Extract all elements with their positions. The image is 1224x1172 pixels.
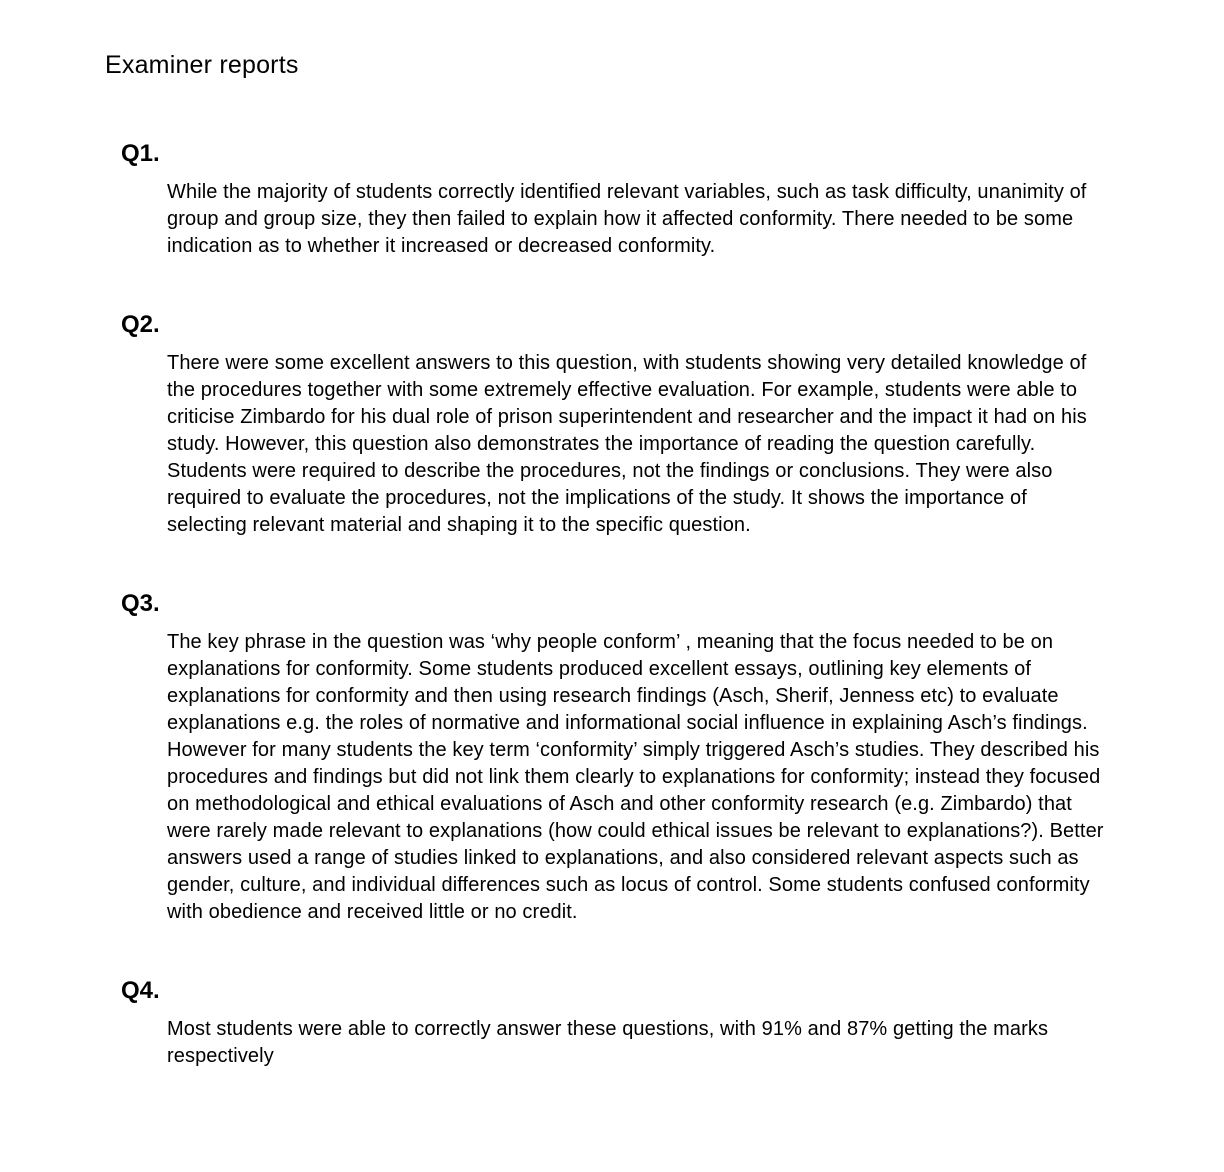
question-section-q3 — [105, 590, 1224, 926]
question-label-q2: Q2. — [121, 311, 160, 338]
question-report-text-q4: Most students were able to correctly answer these questions, with 91% and 87% getting the marks respectively — [167, 1018, 1049, 1067]
question-section-q1 — [105, 140, 1224, 260]
question-label-q1: Q1. — [121, 140, 160, 167]
question-label-q3: Q3. — [121, 590, 160, 617]
question-report-text-q2: There were some excellent answers to this question, with students showing very detailed knowledge of the procedures together with some extremely effective evaluation. For example, students were able to criticise Zimbardo for his dual role of prison superintendent and researcher and the impact it had on his study. However, this question also demonstrates the importance of reading the question carefully. Students were required to describe the procedures, not the findings or conclusions. They were also required to evaluate the procedures, not the implications of the study. It shows the importance of selecting relevant material and shaping it to the specific question. — [167, 352, 1087, 536]
page-title: Examiner reports — [105, 51, 299, 79]
question-section-q2 — [105, 311, 1224, 539]
question-report-text-q3: The key phrase in the question was ‘why people conform’ , meaning that the focus needed to be on explanations for conformity. Some students produced excellent essays, outlining key elements of explanations for conformity and then using research findings (Asch, Sherif, Jenness etc) to evaluate explanations e.g. the roles of normative and informational social influence in explaining Asch’s findings. However for many students the key term ‘conformity’ simply triggered Asch’s studies. They described his procedures and findings but did not link them clearly to explanations for conformity; instead they focused on methodological and ethical evaluations of Asch and other conformity research (e.g. Zimbardo) that were rarely made relevant to explanations (how could ethical issues be relevant to explanations?). Better answers used a range of studies linked to explanations, and also considered relevant aspects such as gender, culture, and individual differences such as locus of control. Some students confused conformity with obedience and received little or no credit. — [167, 631, 1104, 923]
question-label-q4: Q4. — [121, 977, 160, 1004]
question-section-q4 — [105, 977, 1224, 1070]
question-report-text-q1: While the majority of students correctly identified relevant variables, such as task difficulty, unanimity of group and group size, they then failed to explain how it affected conformity. There needed to be some indication as to whether it increased or decreased conformity. — [167, 181, 1087, 257]
